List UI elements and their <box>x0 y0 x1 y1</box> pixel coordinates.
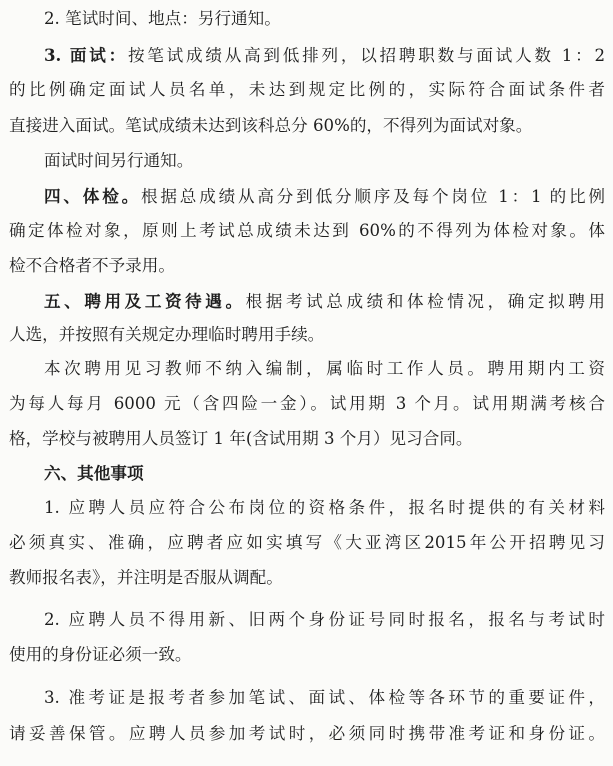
sec5-line-1 <box>44 286 605 316</box>
item3-line-2: 的比例确定面试人员名单，未达到规定比例的，实际符合面试条件者 <box>9 80 605 99</box>
sec5-para2-line-1: 本次聘用见习教师不纳入编制，属临时工作人员。聘用期内工资 <box>44 359 605 378</box>
sec6-item3-line-2: 请妥善保管。应聘人员参加考试时，必须同时携带准考证和身份证。 <box>9 724 605 743</box>
sec5-line-2: 人选，并按照有关规定办理临时聘用手续。 <box>9 325 325 344</box>
sec4-line-2: 确定体检对象，原则上考试总成绩未达到 60%的不得列为体检对象。体 <box>9 221 605 240</box>
sec6-item2-line-1: 2. 应聘人员不得用新、旧两个身份证号同时报名，报名与考试时 <box>44 610 605 629</box>
sec6-heading: 六、其他事项 <box>44 463 144 483</box>
sec4-text-1: 根据总成绩从高分到低分顺序及每个岗位 1：1 的比例 <box>141 187 605 206</box>
sec4-heading: 四、体检。 <box>44 186 141 206</box>
sec6-item1-line-3: 教师报名表》，并注明是否服从调配。 <box>9 568 283 587</box>
sec5-text-1: 根据考试总成绩和体检情况，确定拟聘用 <box>245 292 605 311</box>
sec5-heading: 五、聘用及工资待遇。 <box>44 291 246 311</box>
sec6-item2-line-2: 使用的身份证必须一致。 <box>9 645 192 664</box>
item2-text: 2. 笔试时间、地点：另行通知。 <box>44 9 281 28</box>
item2-line <box>44 4 605 34</box>
sec6-item1-line-2: 必须真实、准确，应聘者应如实填写《大亚湾区2015年公开招聘见习 <box>9 533 605 552</box>
item3-heading: 3. 面试： <box>44 45 128 65</box>
item3-text-1: 按笔试成绩从高到低排列，以招聘职数与面试人数 1：2 <box>127 46 605 65</box>
sec5-para2-line-3: 格，学校与被聘用人员签订 1 年(含试用期 3 个月）见习合同。 <box>9 429 473 448</box>
item3-line-3: 直接进入面试。笔试成绩未达到该科总分 60%的，不得列为面试对象。 <box>9 116 533 135</box>
sec6-item1-line-1: 1. 应聘人员应符合公布岗位的资格条件，报名时提供的有关材料 <box>44 498 605 517</box>
sec4-line-1 <box>44 181 605 211</box>
sec6-item3-line-1: 3. 准考证是报考者参加笔试、面试、体检等各环节的重要证件， <box>44 688 605 707</box>
sec5-para2-line-2: 为每人每月 6000 元（含四险一金）。试用期 3 个月。试用期满考核合 <box>9 394 605 413</box>
item3-line-1 <box>44 40 605 70</box>
sec4-line-3: 检不合格者不予录用。 <box>9 256 175 275</box>
item3-line-4: 面试时间另行通知。 <box>44 151 194 170</box>
